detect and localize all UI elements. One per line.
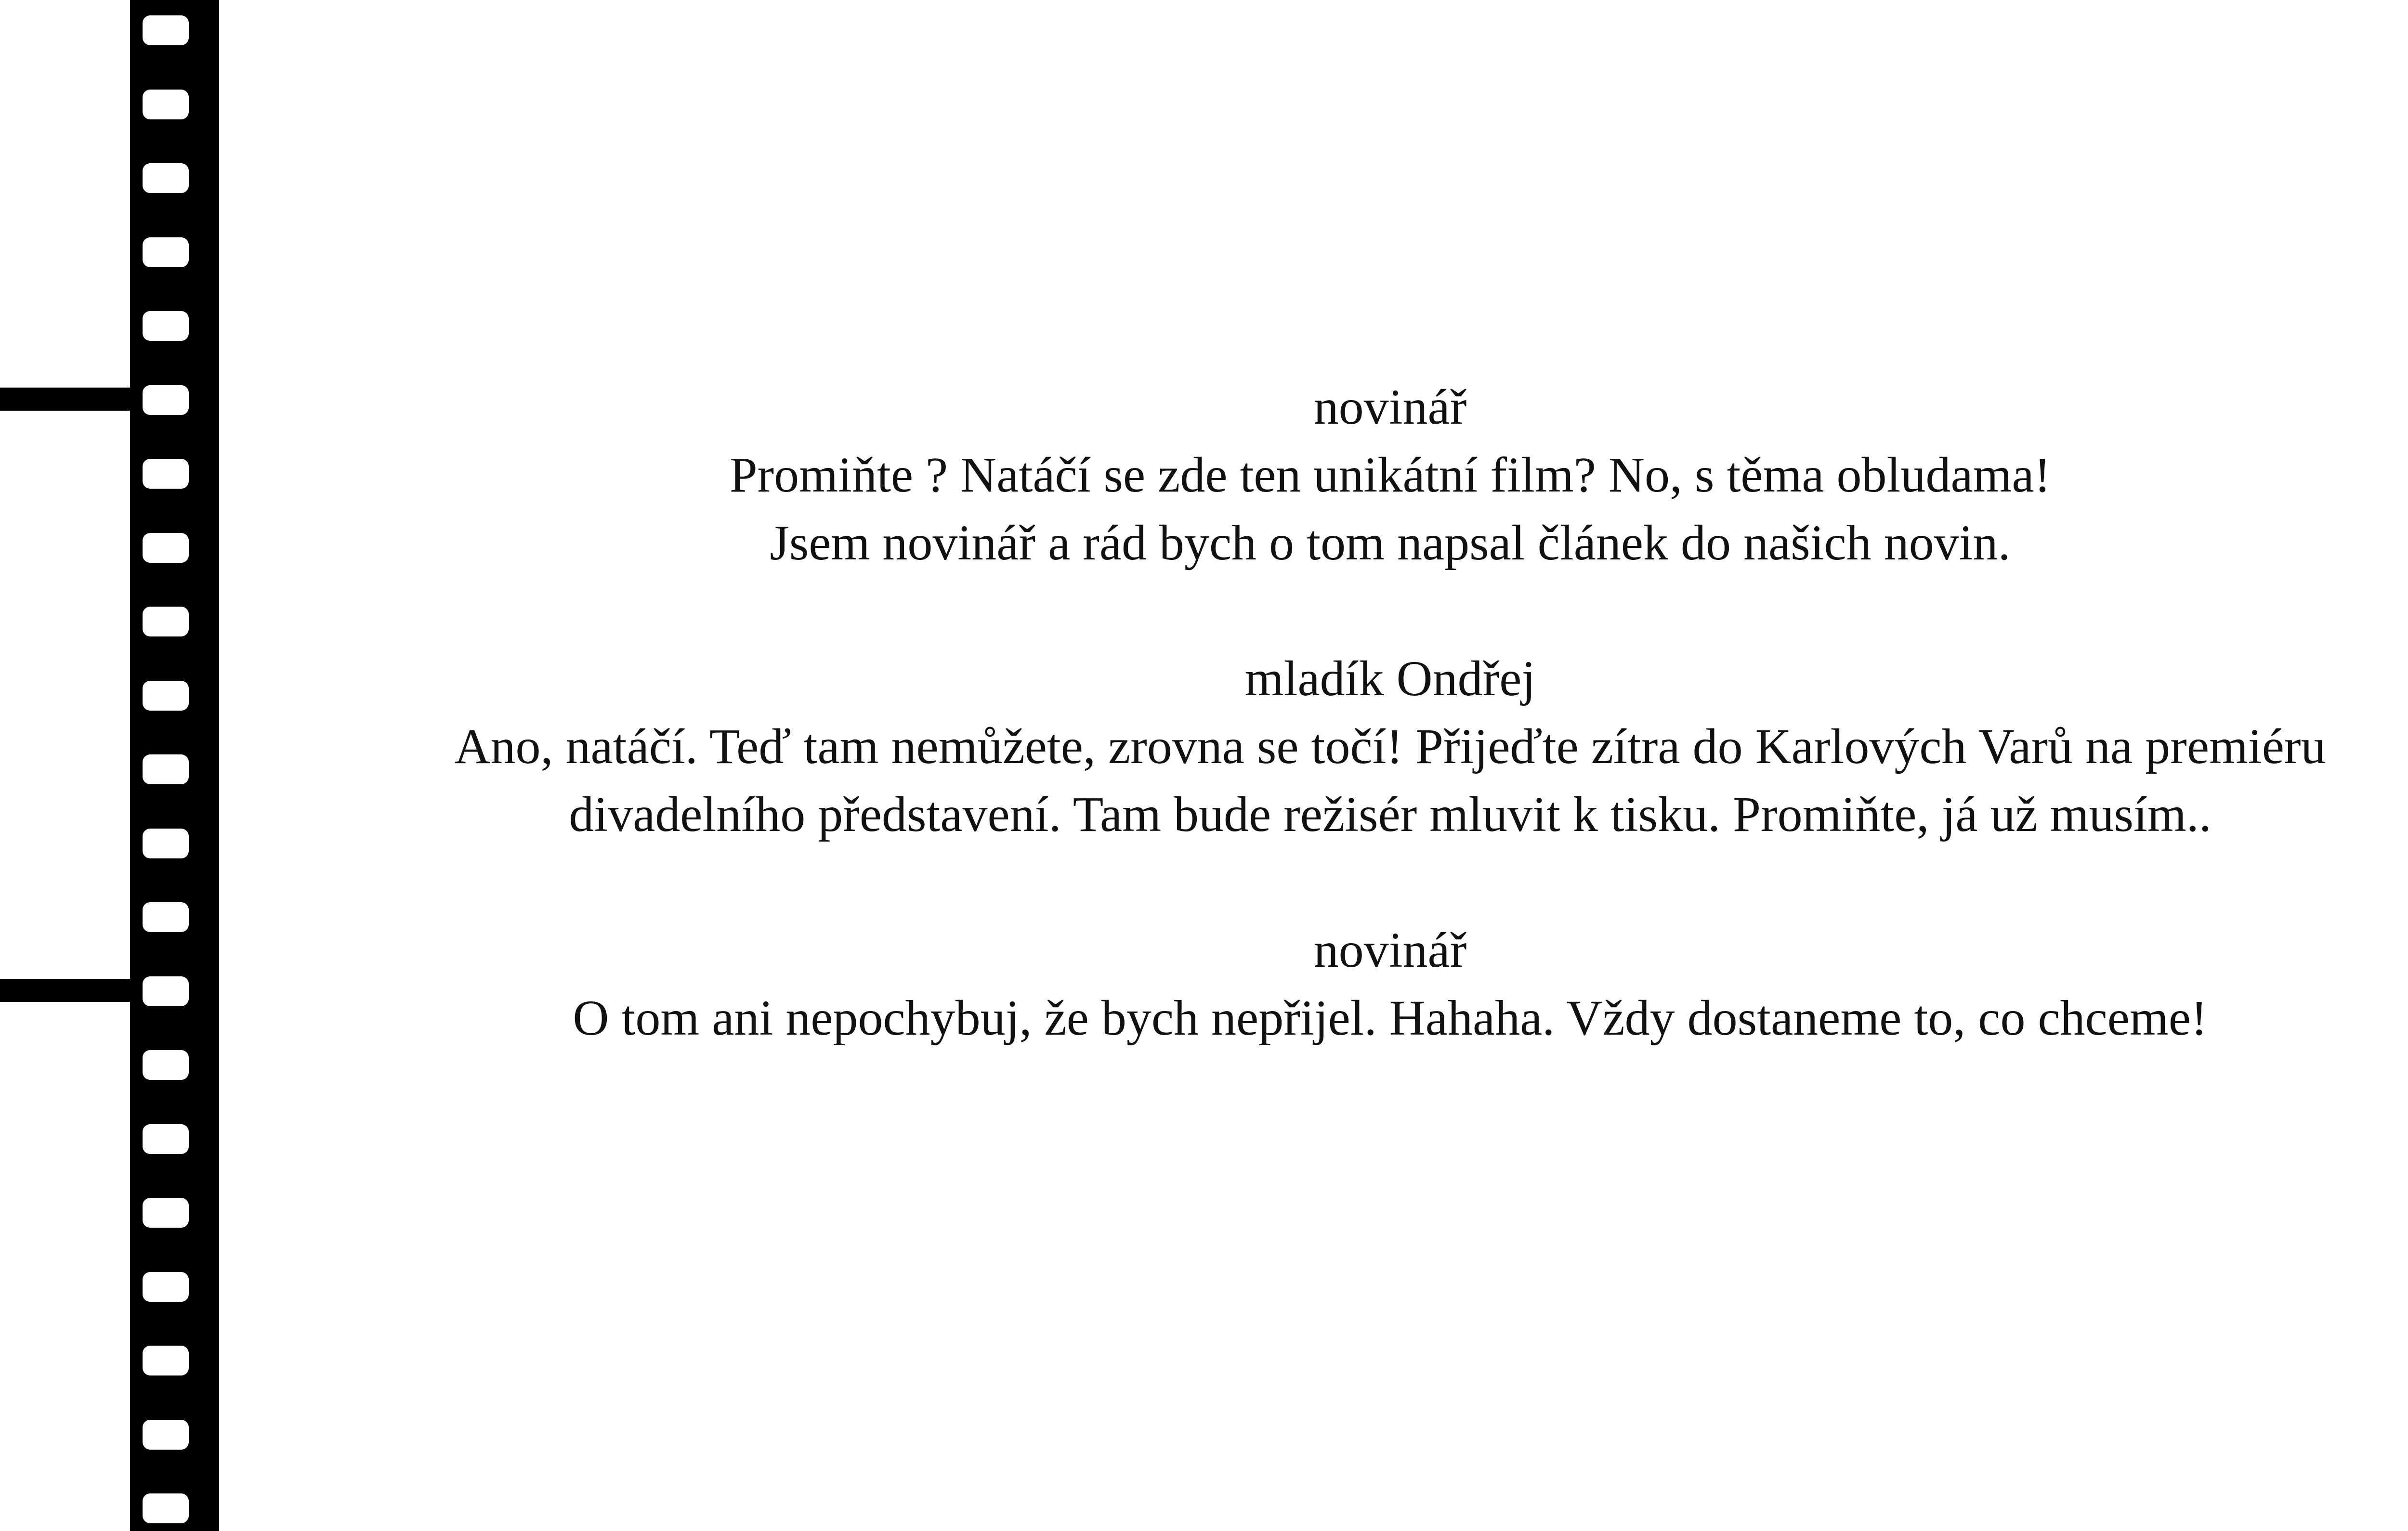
film-perforation xyxy=(143,1272,189,1302)
film-perforation xyxy=(143,15,189,45)
dialogue-entry xyxy=(219,373,2408,577)
film-perforation xyxy=(143,163,189,193)
dialogue-line: Promiňte ? Natáčí se zde ten unikátní film? No, s těma obludama! xyxy=(729,447,2051,503)
film-perforation xyxy=(143,1493,189,1523)
film-perforation xyxy=(143,237,189,267)
film-perforation xyxy=(143,459,189,489)
speaker-name: novinář xyxy=(1313,379,1467,435)
film-perforation xyxy=(143,607,189,636)
film-perforation xyxy=(143,1346,189,1375)
film-perforation xyxy=(143,1050,189,1080)
film-perforation xyxy=(143,902,189,932)
film-perforation xyxy=(143,829,189,858)
film-perforation xyxy=(143,1124,189,1154)
film-perforation xyxy=(143,533,189,563)
speaker-name: novinář xyxy=(1313,922,1467,978)
film-perforation xyxy=(143,1420,189,1450)
dialogue-line: Ano, natáčí. Teď tam nemůžete, zrovna se točí! Přijeďte zítra do Karlových Varů na premiéru xyxy=(454,719,2326,774)
film-perforation xyxy=(143,976,189,1006)
film-perforation xyxy=(143,681,189,711)
film-perforation xyxy=(143,311,189,341)
dialogue-line: Jsem novinář a rád bych o tom napsal článek do našich novin. xyxy=(770,515,2011,571)
film-rail-left-bottom xyxy=(0,979,135,1002)
dialogue-block xyxy=(219,373,2408,1052)
film-perforation xyxy=(143,754,189,784)
film-perforation xyxy=(143,90,189,119)
speaker-name: mladík Ondřej xyxy=(1244,651,1536,706)
film-perforation xyxy=(143,1198,189,1228)
dialogue-entry xyxy=(219,645,2408,848)
film-rail-left-top xyxy=(0,388,135,411)
dialogue-line: divadelního představení. Tam bude režisér mluvit k tisku. Promiňte, já už musím.. xyxy=(569,787,2212,842)
dialogue-line: O tom ani nepochybuj, že bych nepřijel. Hahaha. Vždy dostaneme to, co chceme! xyxy=(573,990,2208,1046)
dialogue-entry xyxy=(219,916,2408,1052)
film-strip-left xyxy=(130,0,219,1531)
film-perforation xyxy=(143,385,189,415)
